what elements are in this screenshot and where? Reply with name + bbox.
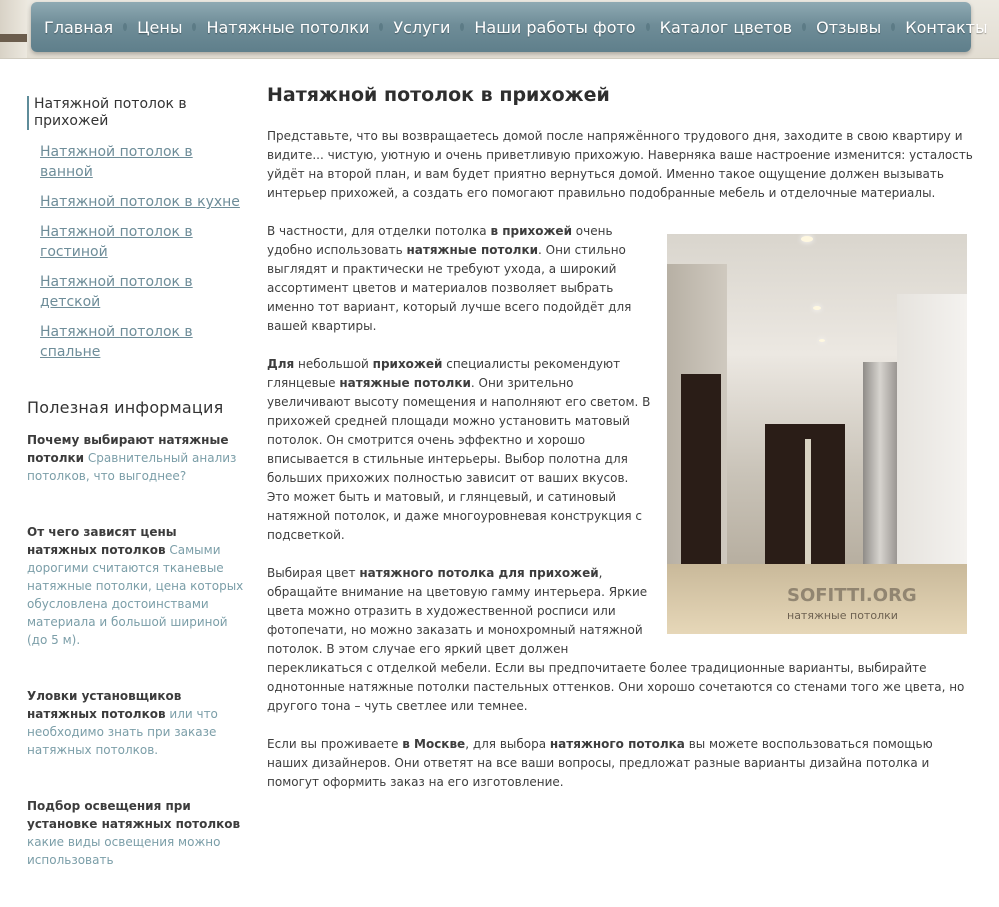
nav-stretch-ceilings[interactable]: Натяжные потолки (206, 17, 370, 37)
sidebar-link-bathroom[interactable]: Натяжной потолок в ванной (40, 144, 193, 180)
info-item-desc: Самыми дорогими считаются тканевые натяжные потолки, цена которых обусловлена достоинствами материала и большой шириной (до 5 м). (27, 543, 244, 647)
nav-services[interactable]: Услуги (393, 17, 451, 37)
paragraph-2: В частности, для отделки потолка в прихожей очень удобно использовать натяжные потолки. Они стильно выглядят и практически не требуют ухода, а широкий ассортимент цветов и материалов позволяет выбрать именно тот вариант, который лучше всего подойдёт для вашей квартиры. (267, 224, 632, 333)
sidebar-item (40, 192, 249, 212)
sidebar-link-living-room[interactable]: Натяжной потолок в гостиной (40, 224, 193, 260)
info-item-title[interactable]: От чего зависят цены натяжных потолков (27, 525, 177, 557)
useful-info-heading: Полезная информация (27, 398, 224, 417)
nav-separator-icon (460, 23, 464, 31)
info-item-desc: или что необходимо знать при заказе натяжных потолков. (27, 707, 218, 757)
nav-separator-icon (802, 23, 806, 31)
nav-contacts[interactable]: Контакты (905, 17, 988, 37)
nav-reviews[interactable]: Отзывы (816, 17, 882, 37)
photo-caption: натяжные потолки (787, 609, 898, 622)
nav-separator-icon (646, 23, 650, 31)
page-title: Натяжной потолок в прихожей (267, 84, 610, 106)
intro-paragraph: Представьте, что вы возвращаетесь домой после напряжённого трудового дня, заходите в свою квартиру и видите... чистую, уютную и очень приветливую прихожую. Наверняка ваше настроение изменится: усталость уйдёт на второй план, и вам будет приятно вернуться домой. Именно такое ощущение должен вызывать интерьер прихожей, а создать его помогают правильно подобранные мебель и отделочные материалы. (267, 129, 973, 200)
info-item[interactable] (27, 431, 249, 485)
photo-watermark: SOFITTI.ORG (787, 585, 917, 606)
info-item-title[interactable]: Почему выбирают натяжные потолки (27, 433, 229, 465)
nav-separator-icon (123, 23, 127, 31)
hallway-photo (667, 234, 967, 634)
sidebar-item (40, 142, 249, 182)
nav-home[interactable]: Главная (44, 17, 114, 37)
paragraph-3: Для небольшой прихожей специалисты рекомендуют глянцевые натяжные потолки. Они зрительно увеличивают высоту помещения и наполняют его светом. В прихожей средней площади можно установить матовый потолок. Он смотрится очень эффектно и хорошо вписывается в стильные интерьеры. Выбор полотна для больших прихожих полностью зависит от ваших вкусов. Это может быть и матовый, и глянцевый, и сатиновый натяжной потолок, и даже многоуровневая конструкция с подсветкой. (267, 357, 651, 542)
paragraph-4: Выбирая цвет натяжного потолка для прихожей, обращайте внимание на цветовую гамму интерьера. Яркие цвета можно отразить в художественной росписи или фотопечати, но можно заказать и монохромный натяжной потолок. В этом случае его яркий цвет должен перекликаться с отделкой мебели. Если вы предпочитаете более традиционные варианты, выбирайте однотонные натяжные потолки пастельных оттенков. Они хорошо сочетаются со стенами того же цвета, но другого тона – чуть светлее или темнее. (267, 566, 965, 713)
info-item-title[interactable]: Уловки установщиков натяжных потолков (27, 689, 182, 721)
info-item[interactable] (27, 797, 249, 869)
nav-separator-icon (379, 23, 383, 31)
sidebar-link-kids-room[interactable]: Натяжной потолок в детской (40, 274, 193, 310)
sidebar-item (40, 222, 249, 262)
sidebar (27, 96, 249, 907)
info-item-title[interactable]: Подбор освещения при установке натяжных потолков (27, 799, 241, 831)
info-item-desc: какие виды освещения можно использовать (27, 835, 221, 867)
header-decoration (0, 0, 27, 58)
main-content (267, 84, 974, 811)
sidebar-item (40, 322, 249, 362)
nav-color-catalog[interactable]: Каталог цветов (659, 17, 793, 37)
sidebar-item (40, 272, 249, 312)
sidebar-links (40, 142, 249, 362)
nav-separator-icon (192, 23, 196, 31)
sidebar-link-bedroom[interactable]: Натяжной потолок в спальне (40, 324, 193, 360)
header-band (0, 0, 999, 59)
info-item[interactable] (27, 687, 249, 759)
sidebar-link-kitchen[interactable]: Натяжной потолок в кухне (40, 194, 240, 210)
nav-separator-icon (891, 23, 895, 31)
sidebar-current-page: Натяжной потолок в прихожей (27, 96, 249, 130)
main-navigation (31, 2, 988, 52)
info-item[interactable] (27, 523, 249, 649)
paragraph-5: Если вы проживаете в Москве, для выбора натяжного потолка вы можете воспользоваться помощью наших дизайнеров. Они ответят на все ваши вопросы, предложат разные варианты дизайна потолка и помогут оформить заказ на его изготовление. (267, 737, 933, 789)
nav-our-works[interactable]: Наши работы фото (474, 17, 636, 37)
info-item-desc: Сравнительный анализ потолков, что выгоднее? (27, 451, 237, 483)
nav-prices[interactable]: Цены (137, 17, 183, 37)
